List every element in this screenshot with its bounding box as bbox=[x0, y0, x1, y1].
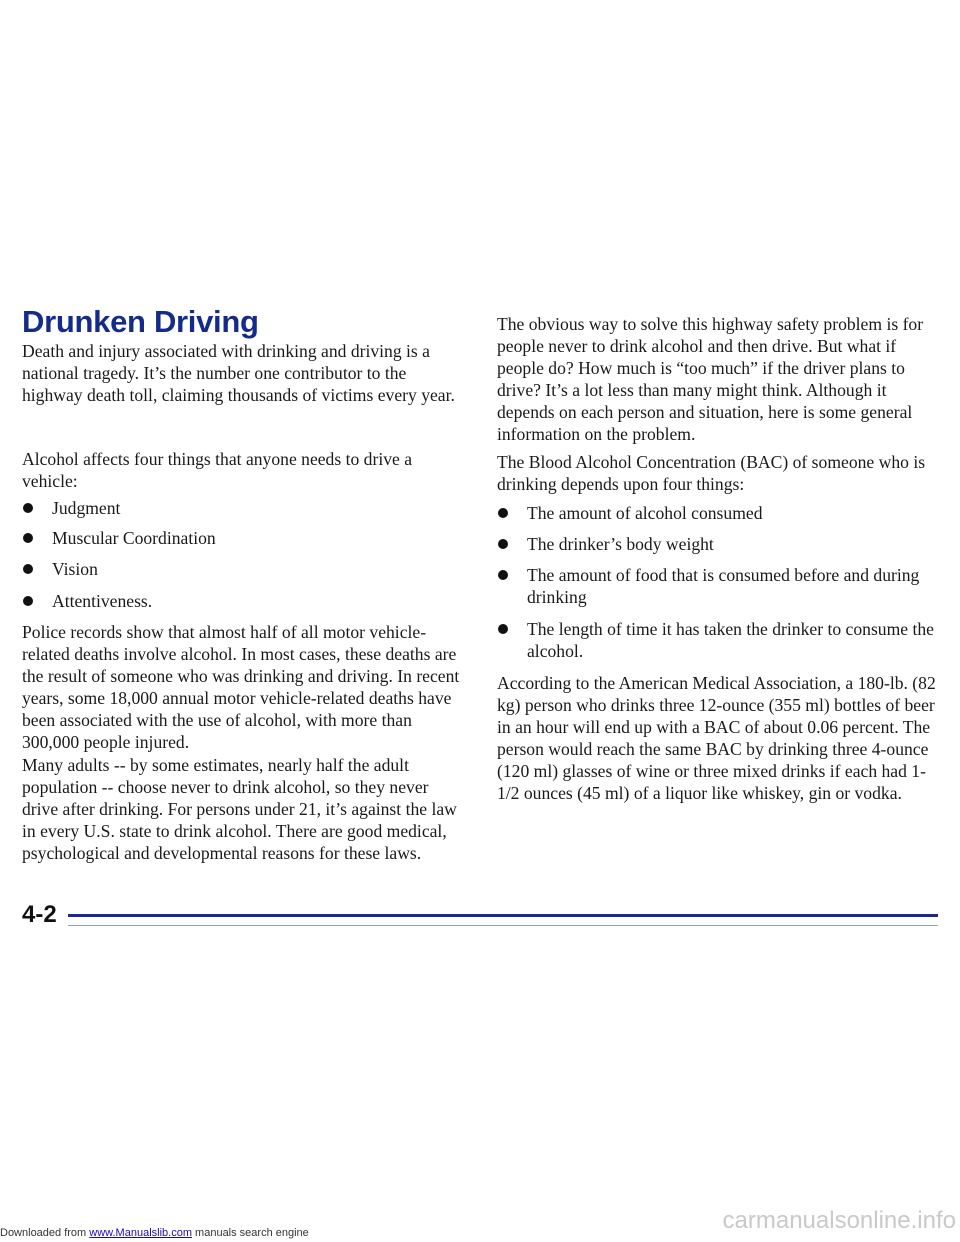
bullet-icon bbox=[498, 508, 508, 518]
download-suffix: manuals search engine bbox=[195, 1227, 309, 1239]
list-item-text: Vision bbox=[52, 559, 98, 579]
list-item-text: Judgment bbox=[52, 498, 121, 518]
download-prefix: Downloaded from bbox=[0, 1227, 87, 1239]
bullet-icon bbox=[23, 533, 33, 543]
alcohol-effects-paragraph: Alcohol affects four things that anyone needs to drive a vehicle: bbox=[22, 449, 413, 491]
list-item-text: The amount of food that is consumed before and during drinking bbox=[527, 565, 920, 607]
bullet-icon bbox=[498, 624, 508, 634]
bullet-icon bbox=[498, 570, 508, 580]
footer-rule bbox=[68, 914, 938, 917]
page-number: 4-2 bbox=[22, 901, 57, 928]
manualslib-link[interactable]: www.Manualslib.com bbox=[89, 1227, 192, 1239]
section-title: Drunken Driving bbox=[22, 304, 259, 339]
solution-paragraph: The obvious way to solve this highway safety problem is for people never to drink alcohol and then drive. But what if people do? How much is “too much” if the driver plans to drive? It’s a lot less than many might think. Although it depends on each person and situation, here is some general information on the problem. bbox=[497, 314, 924, 444]
watermark: carmanualsonline.info bbox=[722, 1207, 956, 1234]
list-item-text: Muscular Coordination bbox=[52, 528, 216, 548]
list-item-text: The amount of alcohol consumed bbox=[527, 503, 763, 523]
download-credit bbox=[0, 1224, 309, 1242]
list-item-text: Attentiveness. bbox=[52, 591, 153, 611]
list-item-text: The drinker’s body weight bbox=[527, 534, 714, 554]
footer-rule-thin bbox=[68, 925, 938, 926]
bullet-icon bbox=[498, 539, 508, 549]
police-records-paragraph: Police records show that almost half of all motor vehicle-related deaths involve alcohol. In most cases, these deaths are the result of someone who was drinking and driving. In recent years, some 18,000 annual motor vehicle-related deaths have been associated with the use of alcohol, with more than 300,000 people injured. bbox=[22, 622, 460, 752]
bullet-icon bbox=[23, 596, 33, 606]
bac-intro-paragraph: The Blood Alcohol Concentration (BAC) of someone who is drinking depends upon four things: bbox=[497, 452, 926, 494]
ama-paragraph: According to the American Medical Association, a 180-lb. (82 kg) person who drinks three 12-ounce (355 ml) bottles of beer in an hour will end up with a BAC of about 0.06 percent. The person would reach the same BAC by drinking three 4-ounce (120 ml) glasses of wine or three mixed drinks if each had 1-1/2 ounces (45 ml) of a liquor like whiskey, gin or vodka. bbox=[497, 673, 936, 803]
list-item-text: The length of time it has taken the drinker to consume the alcohol. bbox=[527, 619, 934, 661]
intro-paragraph: Death and injury associated with drinking and driving is a national tragedy. It’s the number one contributor to the highway death toll, claiming thousands of victims every year. bbox=[22, 341, 455, 405]
bullet-icon bbox=[23, 564, 33, 574]
bullet-icon bbox=[23, 503, 33, 513]
adults-paragraph: Many adults -- by some estimates, nearly half the adult population -- choose never to drink alcohol, so they never drive after drinking. For persons under 21, it’s against the law in every U.S. state to drink alcohol. There are good medical, psychological and developmental reasons for these laws. bbox=[22, 755, 457, 863]
